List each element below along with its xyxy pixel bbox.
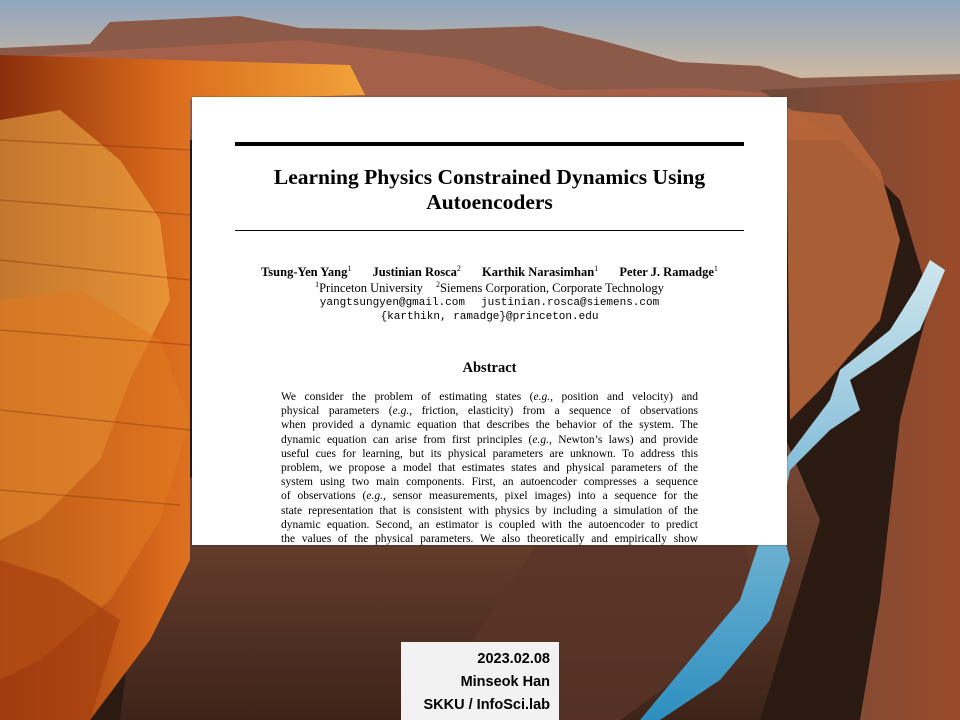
author [619,265,718,279]
author-emails [235,296,744,324]
email: {karthikn, ramadge}@princeton.edu [380,311,599,323]
abstract-line: when provided a dynamic equation that describes the behavior of the system. The [281,419,698,432]
author-list [235,264,744,280]
affiliation-mark: 2 [436,280,441,289]
title-top-rule [235,142,744,146]
abstract-line: dynamic equation. Second, an estimator is coupled with the autoencoder to predict [281,518,698,531]
paper-title [235,165,744,215]
affiliation [315,281,423,295]
abstract-heading: Abstract [462,360,517,376]
abstract-line: of observations (e.g., sensor measurements, pixel images) into a sequence for the [281,490,698,503]
author-affiliation-mark: 1 [594,264,599,273]
presenter-name: Minseok Han [460,674,550,690]
abstract-line: dynamic equation can arise from first principles (e.g., Newton’s laws) and provide [281,433,698,446]
author-name: Tsung-Yen Yang [261,265,348,279]
author-name: Karthik Narasimhan [482,265,595,279]
paper-title-line-2: Autoencoders [426,190,553,214]
author-name: Peter J. Ramadge [619,265,714,279]
presentation-date: 2023.02.08 [477,651,550,667]
affiliation-name: Siemens Corporation, Corporate Technology [440,281,664,295]
author [482,265,598,279]
abstract-line: system using two main components. First, an autoencoder compresses a sequence [281,476,698,489]
abstract-line: state representation that is consistent with physics by including a simulation of the [281,504,698,517]
presenter-affiliation: SKKU / InfoSci.lab [423,697,550,713]
abstract-line: problem, we propose a model that estimates states and physical parameters of the [281,461,698,474]
affiliation-name: Princeton University [319,281,423,295]
abstract-line: useful cues for learning, but its physical parameters are unknown. To address this [281,447,698,460]
author [373,265,461,279]
author-name: Justinian Rosca [372,265,457,279]
affiliations [235,280,744,296]
author-affiliation-mark: 1 [713,264,718,273]
title-bottom-rule [235,230,744,231]
abstract-line: We consider the problem of estimating states (e.g., position and velocity) and [281,391,698,403]
author [261,265,351,279]
paper-first-page [192,97,787,545]
author-affiliation-mark: 1 [347,264,352,273]
abstract-line: physical parameters (e.g., friction, elasticity) from a sequence of observations [281,405,698,418]
presenter-caption [401,642,559,720]
abstract-text [281,390,698,545]
email: justinian.rosca@siemens.com [481,297,660,309]
email: yangtsungyen@gmail.com [319,297,465,309]
author-affiliation-mark: 2 [456,264,461,273]
paper-title-line-1: Learning Physics Constrained Dynamics Using [273,165,706,189]
affiliation [436,281,664,295]
abstract-line: the values of the physical parameters. We also theoretically and empirically show [281,532,698,545]
affiliation-mark: 1 [315,280,320,289]
